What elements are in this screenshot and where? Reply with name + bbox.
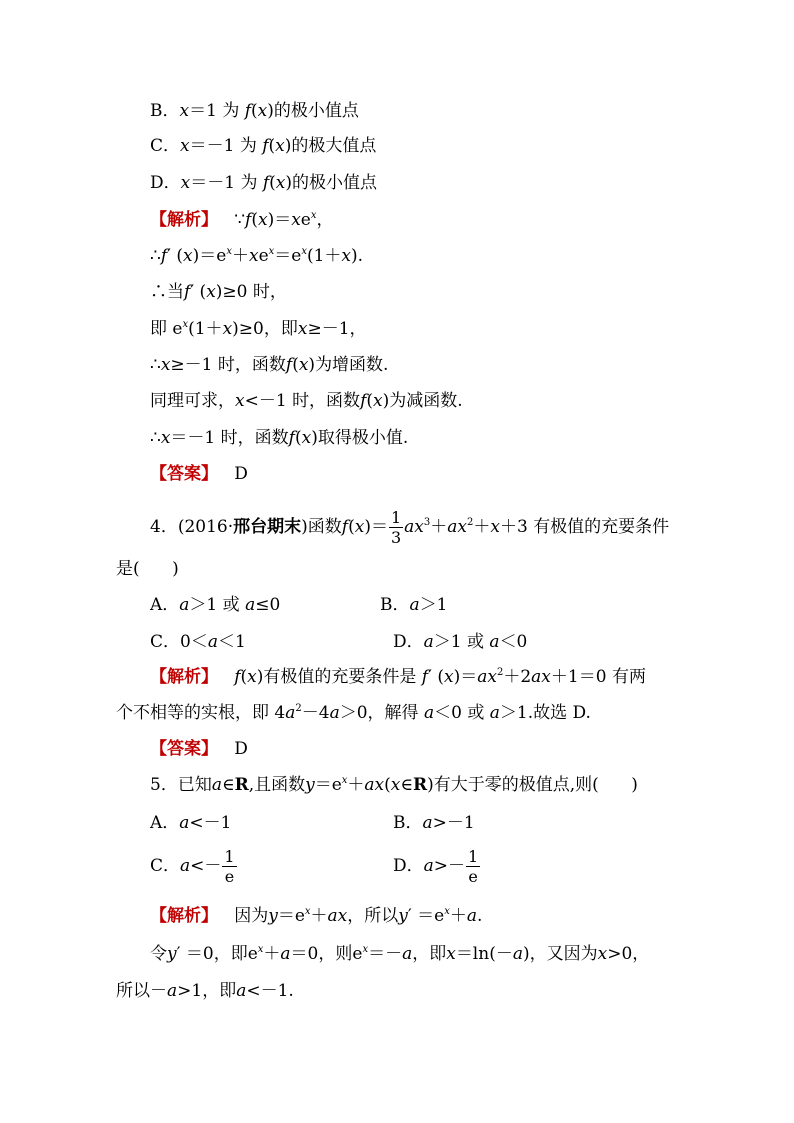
answer-tag: 【答案】 bbox=[150, 464, 218, 484]
q3-option-c: C．x＝－1 为 f(x)的极大值点 bbox=[150, 136, 377, 156]
q3-analysis-line-4: 即 $e^x(1+x)\ge 0$，即x≥－1， bbox=[150, 319, 367, 339]
q5-analysis-line-2: 令y′ ＝0，即$e^x+a=0$，则$e^x=-a$，即x＝ln(－a)，又因为x>0， bbox=[150, 944, 650, 964]
analysis-tag: 【解析】 bbox=[150, 210, 218, 230]
q3-analysis-line-7: ∴x＝－1 时，函数f(x)取得极小值. bbox=[150, 428, 409, 448]
q4-analysis-line-1: 【解析】 f(x)有极值的充要条件是 f′ $(x)=ax^2+2ax+1=0$ 有两 bbox=[150, 667, 646, 687]
q4-option-c: C．0＜a＜1 bbox=[150, 632, 246, 652]
q5-option-d: D．a>－ $\frac{1}{e}$ bbox=[393, 847, 479, 886]
q4-option-b: B．a＞1 bbox=[380, 595, 448, 615]
q3-analysis-line-3: ∴当f′ (x)≥0 时， bbox=[150, 282, 287, 302]
q3-option-b: B．x＝1 为 f(x)的极小值点 bbox=[150, 101, 359, 121]
fraction-one-over-e: $\frac{1}{e}$ bbox=[468, 847, 479, 886]
q3-option-d: D．x＝－1 为 f(x)的极小值点 bbox=[150, 173, 378, 193]
q4-stem-line-2: 是( ) bbox=[116, 559, 179, 579]
q5-stem: 5．已知a∈R,且函数$y=e^x+ax(x\in R)$有大于零的极值点,则( ) bbox=[150, 775, 638, 795]
q5-option-a: A．a<－1 bbox=[150, 813, 232, 833]
q4-analysis-line-2: 个不相等的实根，即 $4a^2-4a>0$，解得 a＜0 或 a＞1.故选 D. bbox=[116, 703, 591, 723]
q3-analysis-line-1: 【解析】 $\because f(x)=xe^x$， bbox=[150, 210, 334, 230]
q3-analysis-line-5: ∴x≥－1 时，函数f(x)为增函数. bbox=[150, 355, 389, 375]
fraction-one-third: $\frac{1}{3}$ bbox=[390, 508, 402, 547]
q4-option-a: A．a＞1 或 a≤0 bbox=[150, 595, 281, 615]
q4-answer: 【答案】 D bbox=[150, 739, 248, 759]
fraction-one-over-e: $\frac{1}{e}$ bbox=[224, 847, 235, 886]
q3-analysis-line-2: ∴f′ $(x)=e^x+xe^x=e^x(1+x)$. bbox=[150, 246, 364, 266]
q5-option-c: C．a<－ $\frac{1}{e}$ bbox=[150, 847, 235, 886]
q5-analysis-line-3: 所以－a>1，即a<－1. bbox=[116, 981, 294, 1001]
q3-answer: 【答案】 D bbox=[150, 464, 248, 484]
q4-option-d: D．a＞1 或 a＜0 bbox=[393, 632, 528, 652]
q5-option-b: B．a>－1 bbox=[393, 813, 475, 833]
q5-analysis-line-1: 【解析】 因为$y=e^x+ax$，所以$y' =e^x+a$. bbox=[150, 906, 483, 926]
q3-analysis-line-6: 同理可求，x<－1 时，函数f(x)为减函数. bbox=[150, 391, 463, 411]
q4-stem-line-1: 4．(2016·邢台期末)函数f(x)＝ $\frac{1}{3}$ $ax^3+ax^2+x+3$ 有极值的充要条件 bbox=[150, 508, 670, 547]
